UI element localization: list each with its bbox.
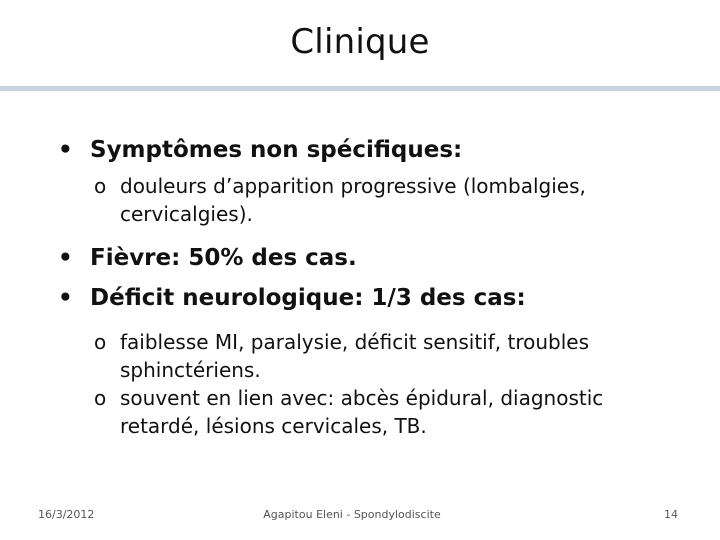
footer-author: Agapitou Eleni - Spondylodiscite (263, 508, 441, 521)
bullet-icon: • (58, 245, 73, 271)
footer-page-number: 14 (664, 508, 678, 521)
sub-bullet-icon: o (94, 174, 107, 198)
sub-item-line: douleurs d’apparition progressive (lombalgies, (120, 174, 586, 198)
sub-item-douleurs (94, 172, 696, 228)
sub-item-faiblesse (94, 328, 696, 384)
bullet-text: Fièvre: 50% des cas. (90, 245, 357, 271)
bullet-icon: • (58, 285, 73, 311)
sub-item-line: faiblesse MI, paralysie, déficit sensitif, troubles (120, 330, 589, 354)
slide-title: Clinique (290, 22, 430, 62)
bullet-deficit (56, 282, 696, 314)
bullet-fievre (56, 242, 696, 274)
sub-item-line: sphinctériens. (120, 358, 261, 382)
title-divider (0, 86, 720, 91)
sub-item-line: souvent en lien avec: abcès épidural, diagnostic (120, 386, 604, 410)
sub-bullet-icon: o (94, 386, 107, 410)
sub-bullet-icon: o (94, 330, 107, 354)
bullet-icon: • (58, 137, 73, 163)
sub-item-souvent (94, 384, 696, 440)
bullet-symptomes (56, 134, 696, 166)
footer-date: 16/3/2012 (38, 508, 95, 521)
sub-item-line: cervicalgies). (120, 202, 253, 226)
sub-item-line: retardé, lésions cervicales, TB. (120, 414, 427, 438)
slide-content (56, 134, 696, 440)
bullet-text: Symptômes non spécifiques: (90, 137, 463, 163)
bullet-text: Déficit neurologique: 1/3 des cas: (90, 285, 526, 311)
